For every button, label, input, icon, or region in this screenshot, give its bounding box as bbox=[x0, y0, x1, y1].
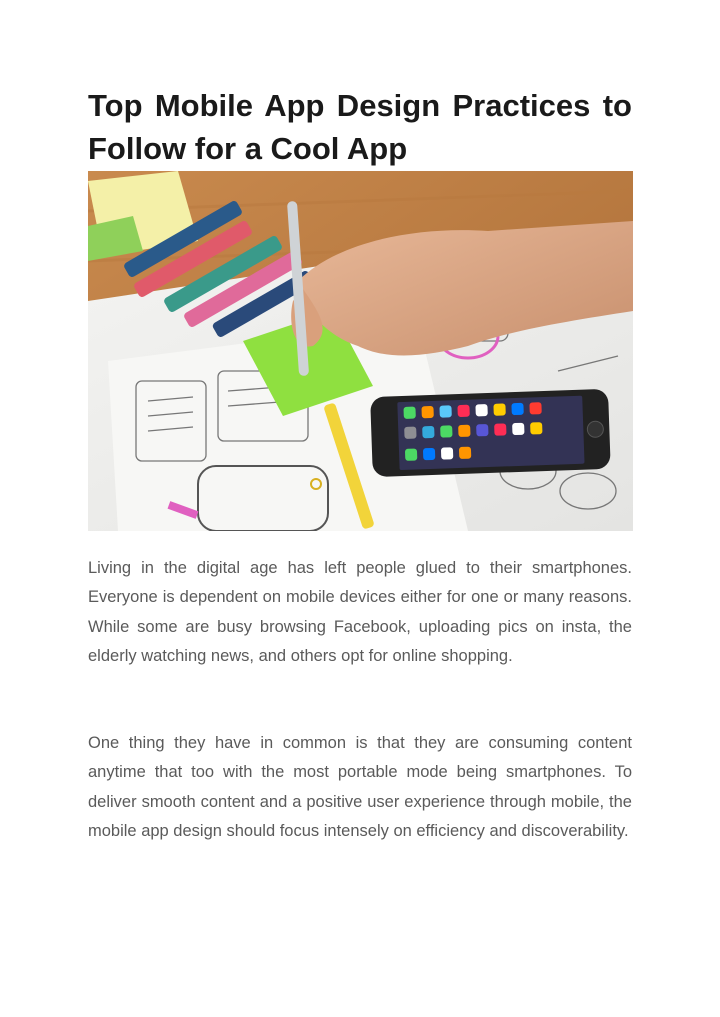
intro-paragraph: Living in the digital age has left people glued to their smartphones. Everyone is dependent on mobile devices either for one or many reasons. While some are busy browsing Facebook, uploading pics on insta, the elderly watching news, and others opt for online shopping. bbox=[88, 559, 632, 665]
photo-app-sketching-icon bbox=[88, 171, 633, 531]
body-paragraph: One thing they have in common is that they are consuming content anytime that too with the most portable mode being smartphones. To deliver smooth content and a positive user experience through mobile, the mobile app design should focus intensely on efficiency and discoverability. bbox=[88, 734, 632, 840]
page-title: Top Mobile App Design Practices to Follow for a Cool App bbox=[88, 88, 632, 166]
hero-image bbox=[88, 171, 633, 531]
